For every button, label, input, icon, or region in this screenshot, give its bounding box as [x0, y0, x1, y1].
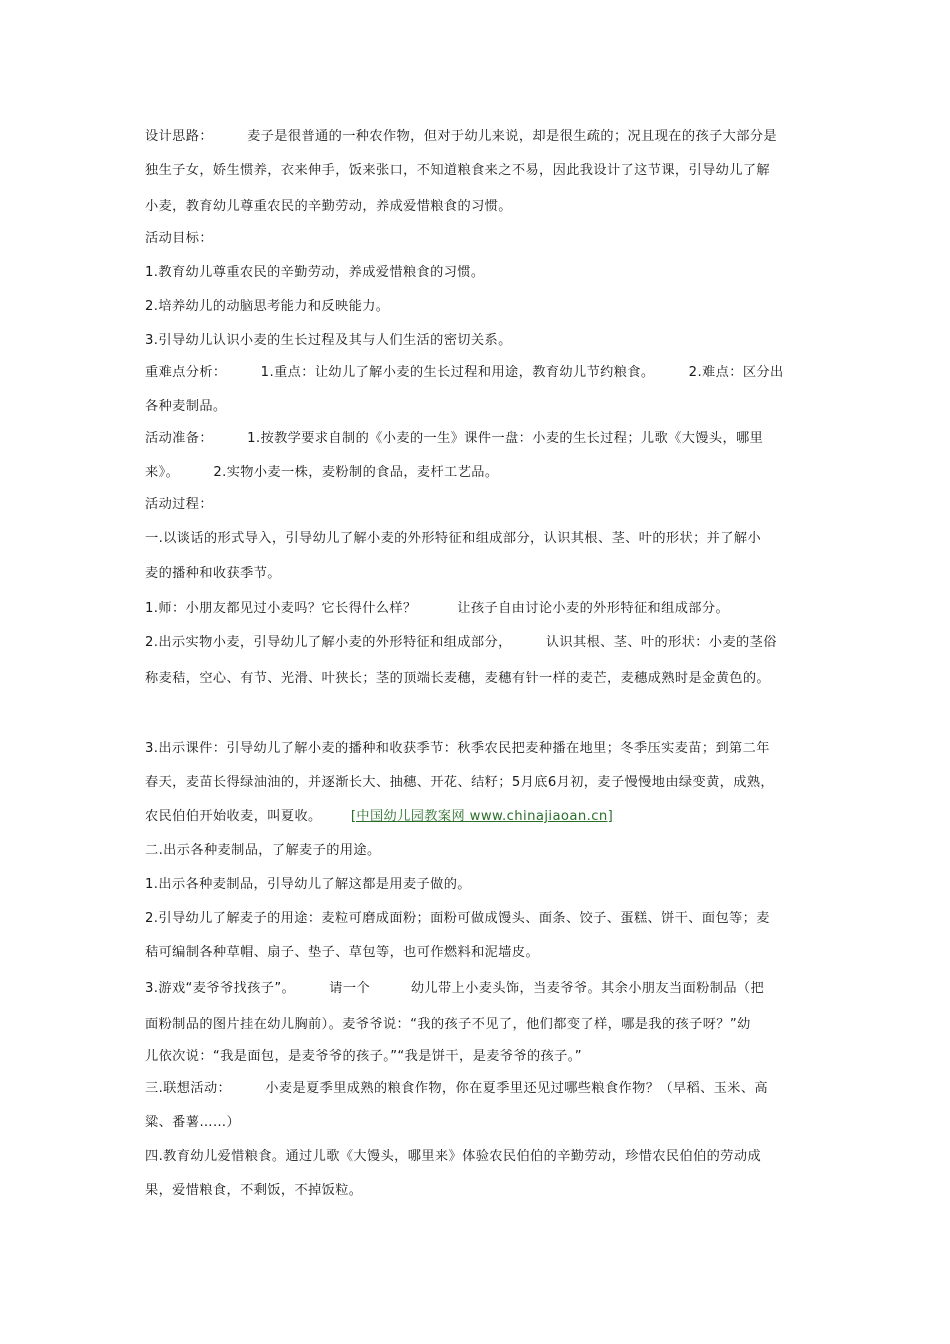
- section-heading: 四.教育幼儿爱惜粮食。通过儿歌《大馒头，哪里来》体验农民伯伯的辛勤劳动，珍惜农民伯伯的劳动成: [145, 1149, 762, 1164]
- text-line: 面粉制品的图片挂在幼儿胸前）。麦爷爷说：“我的孩子不见了，他们都变了样，哪是我的孩子呀？”幼: [145, 1017, 751, 1032]
- text-line: 3.出示课件：引导幼儿了解小麦的播种和收获季节：秋季农民把麦种播在地里；冬季压实麦苗；到第二年: [145, 741, 770, 756]
- text-line: 小麦，教育幼儿尊重农民的辛勤劳动，养成爱惜粮食的习惯。: [145, 199, 512, 214]
- text-line: 2.引导幼儿了解麦子的用途：麦粒可磨成面粉；面粉可做成馒头、面条、饺子、蛋糕、饼干、面包等；麦: [145, 911, 770, 926]
- text-line: 1.师：小朋友都见过小麦吗？它长得什么样？ 让孩子自由讨论小麦的外形特征和组成部分。: [145, 601, 730, 616]
- text-line: 重难点分析： 1.重点：让幼儿了解小麦的生长过程和用途，教育幼儿节约粮食。 2.难点：区分出: [145, 365, 784, 380]
- section-heading: 活动过程：: [145, 497, 213, 512]
- text-line: 2.培养幼儿的动脑思考能力和反映能力。: [145, 299, 390, 314]
- section-heading: 二.出示各种麦制品，了解麦子的用途。: [145, 843, 381, 858]
- text-line: 3.游戏“麦爷爷找孩子”。 请一个 幼儿带上小麦头饰，当麦爷爷。其余小朋友当面粉制品（把: [145, 981, 765, 996]
- text-line: 1.出示各种麦制品，引导幼儿了解这都是用麦子做的。: [145, 877, 471, 892]
- text-line: 麦的播种和收获季节。: [145, 566, 281, 581]
- text-line: 各种麦制品。: [145, 399, 227, 414]
- source-link[interactable]: [中国幼儿园教案网 www.chinajiaoan.cn]: [350, 809, 614, 824]
- text-line: 秸可编制各种草帽、扇子、垫子、草包等，也可作燃料和泥墙皮。: [145, 945, 540, 960]
- section-heading: 三.联想活动： 小麦是夏季里成熟的粮食作物，你在夏季里还见过哪些粮食作物？（早稻、玉米、高: [145, 1081, 769, 1096]
- text-line: 春天，麦苗长得绿油油的，并逐渐长大、抽穗、开花、结籽；5月底6月初，麦子慢慢地由绿变黄，成熟，: [145, 775, 775, 790]
- text-line: 儿依次说：“我是面包，是麦爷爷的孩子。”“我是饼干，是麦爷爷的孩子。”: [145, 1049, 582, 1064]
- text-line: 活动准备： 1.按教学要求自制的《小麦的一生》课件一盘：小麦的生长过程；儿歌《大馒头，哪里: [145, 431, 764, 446]
- text-line: 果，爱惜粮食，不剩饭，不掉饭粒。: [145, 1183, 363, 1198]
- text-line: 设计思路： 麦子是很普通的一种农作物，但对于幼儿来说，却是很生疏的；况且现在的孩子大部分是: [145, 129, 778, 144]
- text-line: 2.出示实物小麦，引导幼儿了解小麦的外形特征和组成部分， 认识其根、茎、叶的形状：小麦的茎俗: [145, 635, 777, 650]
- section-heading: 活动目标：: [145, 231, 213, 246]
- text-line: 独生子女，娇生惯养，衣来伸手，饭来张口，不知道粮食来之不易，因此我设计了这节课，引导幼儿了解: [145, 163, 771, 178]
- text-line: 来》。 2.实物小麦一株，麦粉制的食品，麦杆工艺品。: [145, 465, 499, 480]
- text-span: 农民伯伯开始收麦，叫夏收。: [145, 809, 322, 824]
- text-line-with-link: [145, 808, 825, 826]
- text-line: 一.以谈话的形式导入，引导幼儿了解小麦的外形特征和组成部分，认识其根、茎、叶的形状；并了解小: [145, 531, 762, 546]
- text-line: 称麦秸，空心、有节、光滑、叶狭长；茎的顶端长麦穗，麦穗有针一样的麦芒，麦穗成熟时是金黄色的。: [145, 671, 771, 686]
- text-line: 1.教育幼儿尊重农民的辛勤劳动，养成爱惜粮食的习惯。: [145, 265, 485, 280]
- text-line: 3.引导幼儿认识小麦的生长过程及其与人们生活的密切关系。: [145, 333, 512, 348]
- text-line: 粱、番薯……）: [145, 1115, 241, 1130]
